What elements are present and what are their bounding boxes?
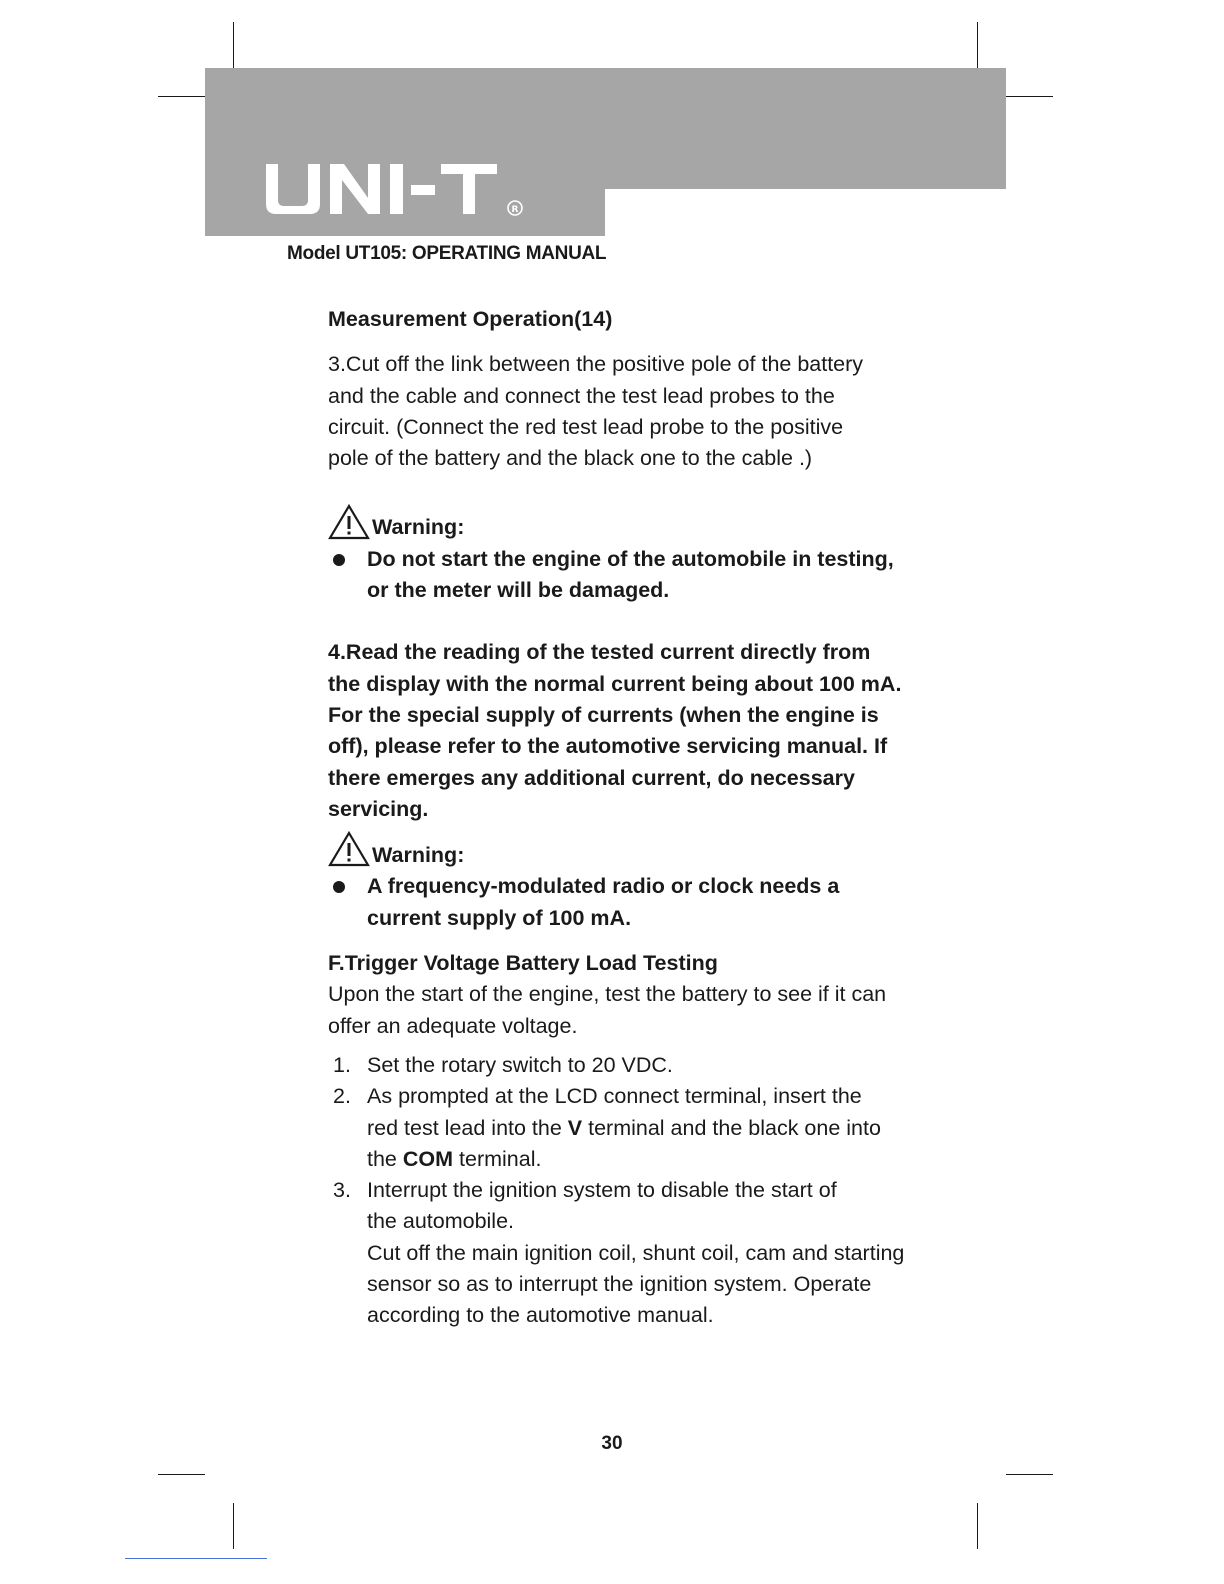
bullet-dot bbox=[333, 881, 345, 893]
page-number: 30 bbox=[601, 1433, 623, 1454]
crop-mark bbox=[158, 96, 205, 97]
crop-mark bbox=[1006, 96, 1053, 97]
uni-t-logo bbox=[262, 152, 532, 224]
warning-bullet-text: Do not start the engine of the automobile in testing, or the meter will be damaged. bbox=[367, 546, 894, 603]
brand-text: UNI-T bbox=[262, 152, 265, 153]
crop-mark bbox=[158, 1474, 205, 1475]
warning-title-text: Warning: bbox=[372, 515, 465, 540]
list-item-text: As prompted at the LCD connect terminal, insert the red test lead into the bbox=[367, 1084, 862, 1140]
section-title: Measurement Operation(14) bbox=[328, 307, 613, 331]
crop-mark bbox=[977, 1503, 978, 1549]
warning-bullet-text: A frequency-modulated radio or clock needs a current supply of 100 mA. bbox=[367, 874, 840, 930]
page-content bbox=[328, 304, 928, 1332]
list-item-text: terminal. bbox=[453, 1146, 542, 1171]
terminal-com-label: COM bbox=[402, 1146, 454, 1171]
registered-mark: R bbox=[511, 205, 519, 215]
warning-triangle-icon bbox=[328, 504, 370, 540]
warning-title bbox=[328, 512, 928, 543]
step-3-paragraph: 3.Cut off the link between the positive pole of the battery and the cable and connect the test lead probes to the circuit. (Connect the red test lead probe to the positive pole of the battery and the black one to the cable .) bbox=[328, 352, 864, 471]
crop-mark bbox=[1006, 1474, 1053, 1475]
step-4-paragraph: 4.Read the reading of the tested current directly from the display with the normal current being about 100 mA. For the special supply of currents (when the engine is off), please refer to the automotive servicing manual. If there emerges any additional current, do necessary servicing. bbox=[328, 640, 902, 821]
list-item-text: Set the rotary switch to 20 VDC. bbox=[367, 1052, 673, 1077]
procedure-list bbox=[328, 1050, 928, 1332]
warning-block-2 bbox=[328, 840, 928, 934]
list-number: 3. bbox=[333, 1178, 351, 1203]
list-item-text: Interrupt the ignition system to disable the start of the automobile. bbox=[367, 1178, 837, 1234]
bottom-rule bbox=[125, 1558, 267, 1559]
list-item bbox=[328, 1081, 897, 1175]
crop-mark bbox=[233, 1503, 234, 1549]
manual-title: Model UT105: OPERATING MANUAL bbox=[287, 243, 607, 264]
warning-triangle-icon bbox=[328, 831, 370, 867]
list-item-text: terminal and the black one into the bbox=[367, 1115, 881, 1171]
list-number: 2. bbox=[333, 1084, 351, 1109]
list-number: 1. bbox=[333, 1052, 351, 1077]
section-f-intro: Upon the start of the engine, test the battery to see if it can offer an adequate voltage. bbox=[328, 982, 887, 1038]
list-item-text: Cut off the main ignition coil, shunt coil, cam and starting sensor so as to interrupt the ignition system. Operate according to the automotive manual. bbox=[367, 1240, 905, 1328]
list-item bbox=[328, 1050, 928, 1081]
warning-bullet bbox=[328, 871, 887, 934]
warning-block-1 bbox=[328, 512, 928, 606]
terminal-v-label: V bbox=[567, 1115, 583, 1140]
crop-mark bbox=[233, 22, 234, 68]
warning-title-text: Warning: bbox=[372, 843, 465, 868]
warning-bullet bbox=[328, 544, 912, 607]
bullet-dot bbox=[333, 554, 345, 566]
warning-title bbox=[328, 840, 928, 871]
section-f-title: F.Trigger Voltage Battery Load Testing bbox=[328, 951, 718, 976]
list-item bbox=[328, 1175, 907, 1331]
crop-mark bbox=[977, 22, 978, 68]
